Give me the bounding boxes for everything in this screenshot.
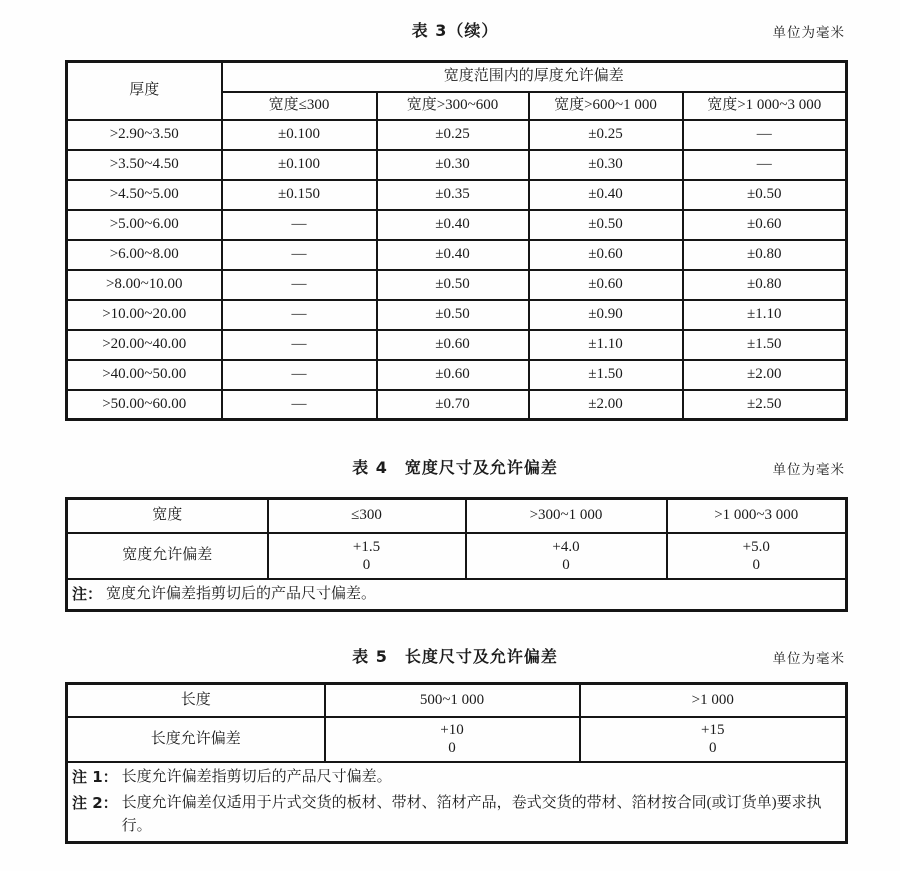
table3-subheader-width-600-1000: 宽度>600~1 000 — [529, 92, 683, 120]
note-text: 长度允许偏差指剪切后的产品尺寸偏差。 — [121, 768, 392, 785]
thickness-range-cell: >10.00~20.00 — [67, 300, 222, 330]
tolerance-cell: — — [222, 240, 377, 270]
table-row — [67, 390, 847, 420]
tolerance-cell: ±1.50 — [529, 360, 683, 390]
tolerance-cell: ±1.50 — [683, 330, 847, 360]
tolerance-cell: ±0.25 — [377, 120, 529, 150]
tolerance-upper: +15 — [701, 722, 725, 738]
thickness-range-cell: >6.00~8.00 — [67, 240, 222, 270]
note-label: 注 1： — [72, 767, 118, 786]
tolerance-lower: 0 — [752, 556, 760, 573]
tolerance-cell: ±0.100 — [222, 120, 377, 150]
table4-title: 表 4 宽度尺寸及允许偏差 — [352, 458, 558, 477]
tolerance-cell: — — [683, 150, 847, 180]
table5-length-tolerances — [65, 682, 848, 844]
table3-subheader-width-1000-3000: 宽度>1 000~3 000 — [683, 92, 847, 120]
tolerance-cell — [325, 717, 580, 762]
tolerance-cell: ±0.80 — [683, 240, 847, 270]
table-row — [67, 210, 847, 240]
table4-header-1000-3000: >1 000~3 000 — [667, 499, 847, 533]
tolerance-lower: 0 — [562, 556, 570, 573]
thickness-range-cell: >4.50~5.00 — [67, 180, 222, 210]
table3-unit-label: 单位为毫米 — [772, 25, 845, 41]
tolerance-cell — [667, 533, 847, 579]
tolerance-cell: ±1.10 — [529, 330, 683, 360]
table4-unit-label: 单位为毫米 — [772, 462, 845, 478]
tolerance-cell: ±0.80 — [683, 270, 847, 300]
table5-header-gt-1000: >1 000 — [580, 684, 847, 717]
table3-span-header: 宽度范围内的厚度允许偏差 — [222, 62, 847, 92]
table-row — [67, 120, 847, 150]
tolerance-cell: ±2.50 — [683, 390, 847, 420]
table5-title: 表 5 长度尺寸及允许偏差 — [352, 647, 558, 666]
table5-header-500-1000: 500~1 000 — [325, 684, 580, 717]
table5-note-row — [67, 762, 847, 843]
table3-thickness-tolerances — [65, 60, 848, 421]
tolerance-upper: +4.0 — [552, 538, 580, 555]
tolerance-cell: ±0.60 — [529, 270, 683, 300]
tolerance-cell: ±0.60 — [529, 240, 683, 270]
note-cell — [67, 762, 847, 843]
table5-header-length: 长度 — [67, 684, 325, 717]
table4-caption — [65, 455, 845, 477]
table5-note-2 — [72, 792, 841, 839]
table5-row-label: 长度允许偏差 — [67, 717, 325, 762]
table5-tolerance-row — [67, 717, 847, 762]
tolerance-cell: ±0.40 — [377, 210, 529, 240]
table4-header-width: 宽度 — [67, 499, 268, 533]
tolerance-upper: +10 — [440, 722, 464, 738]
thickness-range-cell: >50.00~60.00 — [67, 390, 222, 420]
table-row — [67, 330, 847, 360]
table5-caption — [65, 644, 845, 666]
tolerance-cell: ±0.30 — [377, 150, 529, 180]
tolerance-cell: ±0.40 — [377, 240, 529, 270]
tolerance-cell: — — [222, 330, 377, 360]
tolerance-cell: — — [222, 270, 377, 300]
table-row — [67, 180, 847, 210]
table-row — [67, 150, 847, 180]
table3-title: 表 3（续） — [411, 21, 499, 40]
tolerance-cell: ±0.50 — [377, 270, 529, 300]
thickness-range-cell: >2.90~3.50 — [67, 120, 222, 150]
table3-caption — [65, 18, 845, 40]
tolerance-cell: ±0.60 — [683, 210, 847, 240]
tolerance-cell: ±0.25 — [529, 120, 683, 150]
tolerance-cell — [466, 533, 667, 579]
tolerance-cell: ±1.10 — [683, 300, 847, 330]
table5-note-1 — [72, 766, 841, 789]
table4-header-300-1000: >300~1 000 — [466, 499, 667, 533]
tolerance-cell: ±0.60 — [377, 330, 529, 360]
thickness-range-cell: >3.50~4.50 — [67, 150, 222, 180]
note-text: 宽度允许偏差指剪切后的产品尺寸偏差。 — [106, 585, 377, 602]
tolerance-cell: ±2.00 — [683, 360, 847, 390]
table4-header-row — [67, 499, 847, 533]
tolerance-cell: ±0.50 — [377, 300, 529, 330]
thickness-range-cell: >8.00~10.00 — [67, 270, 222, 300]
table-row — [67, 360, 847, 390]
table4-width-tolerances — [65, 497, 848, 612]
tolerance-cell: ±0.50 — [529, 210, 683, 240]
note-cell — [67, 579, 847, 611]
tolerance-cell: ±0.35 — [377, 180, 529, 210]
table3-corner-header: 厚度 — [67, 62, 222, 120]
tolerance-upper: +1.5 — [352, 538, 381, 555]
table-row — [67, 270, 847, 300]
tolerance-cell: ±0.40 — [529, 180, 683, 210]
table-row — [67, 300, 847, 330]
table5-unit-label: 单位为毫米 — [772, 651, 845, 667]
table3-subheader-width-300-600: 宽度>300~600 — [377, 92, 529, 120]
table4-header-le-300: ≤300 — [268, 499, 466, 533]
table4-tolerance-row — [67, 533, 847, 579]
tolerance-cell: ±0.150 — [222, 180, 377, 210]
note-text: 长度允许偏差仅适用于片式交货的板材、带材、箔材产品，卷式交货的带材、箔材按合同(或订货单)要求执行。 — [121, 794, 822, 834]
thickness-range-cell: >20.00~40.00 — [67, 330, 222, 360]
tolerance-cell: — — [683, 120, 847, 150]
tolerance-cell — [268, 533, 466, 579]
tolerance-lower: 0 — [448, 740, 456, 756]
tolerance-lower: 0 — [362, 556, 371, 573]
tolerance-cell: ±0.30 — [529, 150, 683, 180]
tolerance-cell: — — [222, 300, 377, 330]
tolerance-cell: ±0.70 — [377, 390, 529, 420]
thickness-range-cell: >40.00~50.00 — [67, 360, 222, 390]
table-row — [67, 240, 847, 270]
table5-header-row — [67, 684, 847, 717]
thickness-range-cell: >5.00~6.00 — [67, 210, 222, 240]
tolerance-cell: ±0.90 — [529, 300, 683, 330]
tolerance-cell: ±0.100 — [222, 150, 377, 180]
tolerance-cell: — — [222, 390, 377, 420]
table4-row-label: 宽度允许偏差 — [67, 533, 268, 579]
note-label: 注 2： — [72, 793, 118, 812]
table4-note — [72, 583, 841, 606]
tolerance-cell: ±2.00 — [529, 390, 683, 420]
tolerance-cell — [580, 717, 847, 762]
note-label: 注： — [72, 584, 103, 603]
tolerance-cell: ±0.60 — [377, 360, 529, 390]
table3-subheader-width-le-300: 宽度≤300 — [222, 92, 377, 120]
tolerance-cell: — — [222, 360, 377, 390]
tolerance-cell: — — [222, 210, 377, 240]
tolerance-upper: +5.0 — [742, 538, 770, 555]
tolerance-lower: 0 — [709, 740, 717, 756]
table3-header-row-1 — [67, 62, 847, 92]
table4-note-row — [67, 579, 847, 611]
tolerance-cell: ±0.50 — [683, 180, 847, 210]
